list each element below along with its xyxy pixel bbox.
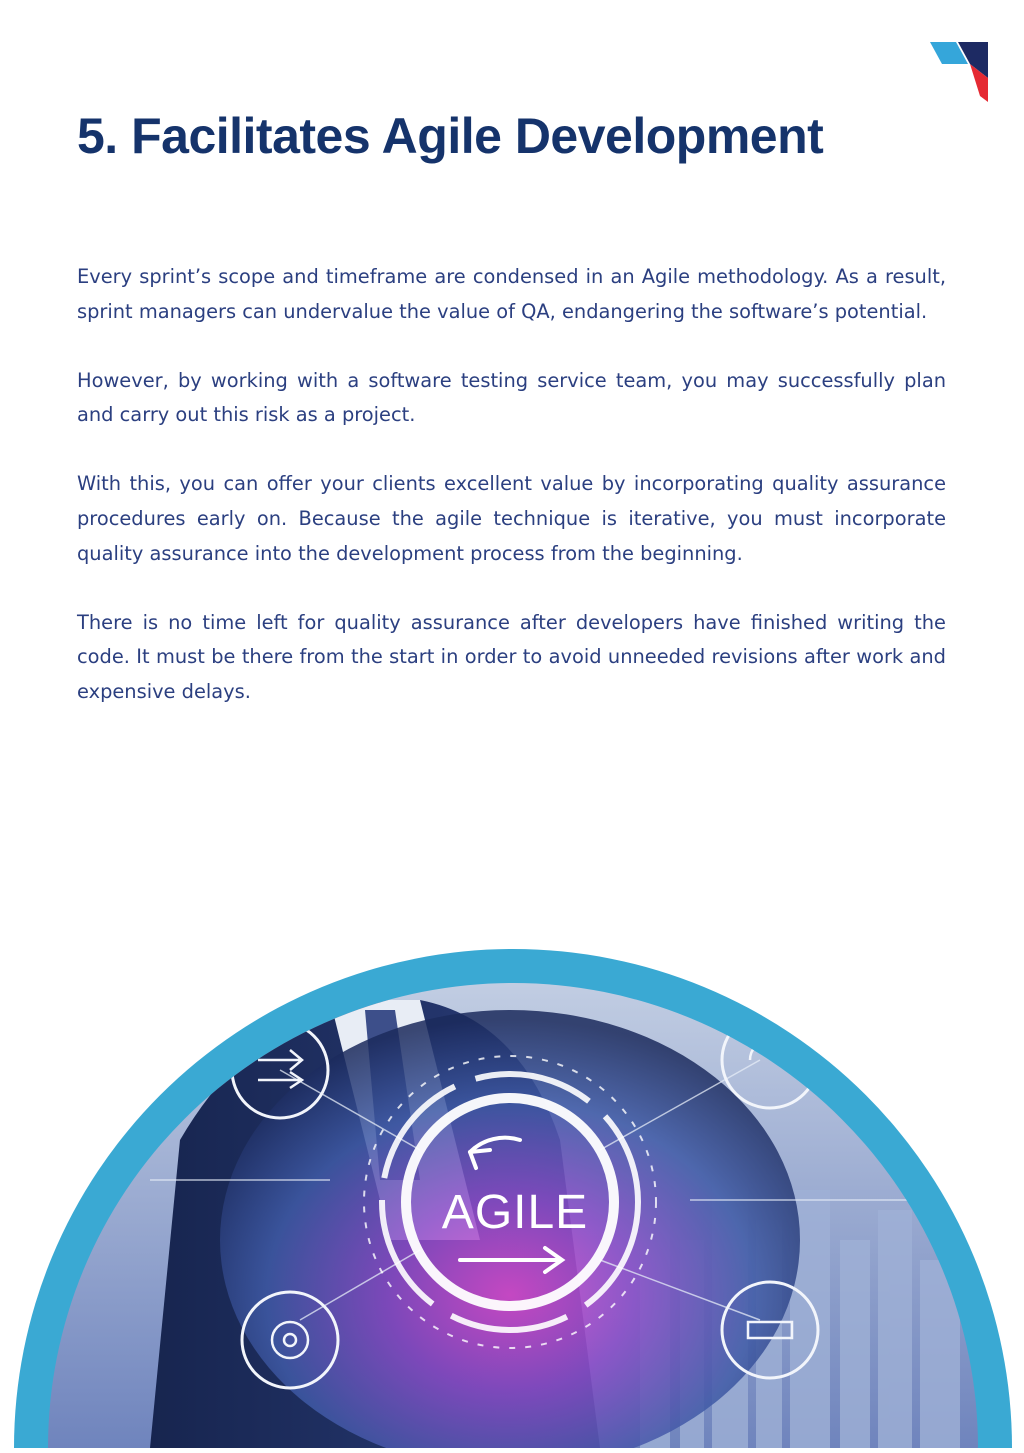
page-title: 5. Facilitates Agile Development [77,108,824,164]
paragraph-2: However, by working with a software testing service team, you may successfully plan and carry out this risk as a project. [77,368,946,427]
brand-logo-icon [930,40,992,104]
agile-illustration [0,940,1024,1448]
paragraph-4: There is no time left for quality assurance after developers have finished writing the code. It must be there from the start in order to avoid unneeded revisions after work and expensive delays. [77,610,946,704]
paragraph-3: With this, you can offer your clients excellent value by incorporating quality assurance procedures early on. Because the agile technique is iterative, you must incorporate quality assurance into the development process from the beginning. [77,472,946,565]
agile-illustration-graphic [0,940,1024,1448]
paragraph-1: Every sprint’s scope and timeframe are condensed in an Agile methodology. As a result, sprint managers can undervalue the value of QA, endangering the software’s potential. [77,265,946,323]
brand-logo [930,40,992,104]
body-text [77,260,946,744]
agile-label: AGILE [441,1186,589,1239]
